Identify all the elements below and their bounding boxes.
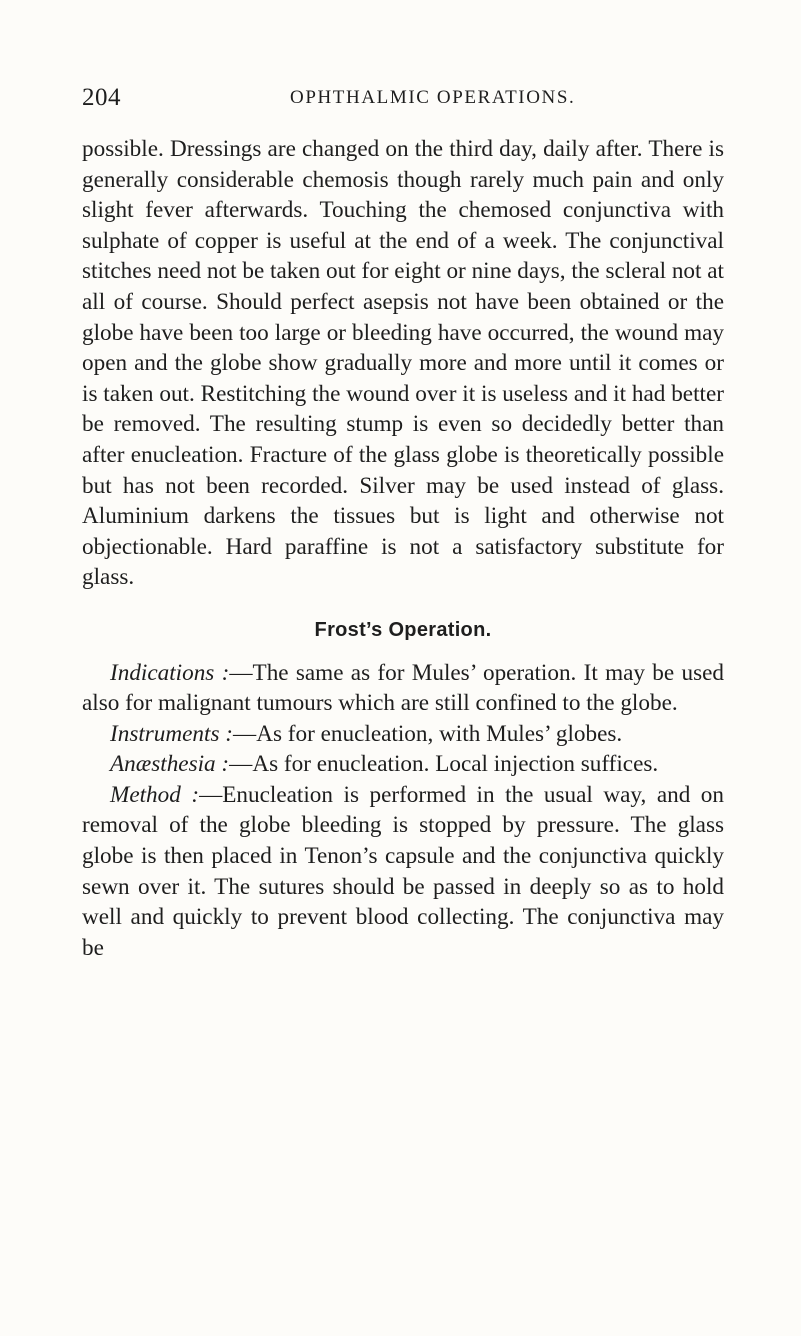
body-text xyxy=(82,134,724,963)
entry-method xyxy=(82,780,724,964)
entry-label: Indications : xyxy=(110,659,230,686)
page-number: 204 xyxy=(82,84,121,111)
continuation-paragraph: possible. Dressings are changed on the third day, daily after. There is generally considerable chemosis though rarely much pain and only slight fever afterwards. Touching the chemosed conjunctiva with sulphate of copper is useful at the end of a week. The conjunctival stitches need not be taken out for eight or nine days, the scleral not at all of course. Should perfect asepsis not have been obtained or the globe have been too large or bleeding have occurred, the wound may open and the globe show gradually more and more until it comes or is taken out. Restitching the wound over it is useless and it had better be removed. The resulting stump is even so decidedly better than after enucleation. Fracture of the glass globe is theoretically possible but has not been recorded. Silver may be used instead of glass. Aluminium darkens the tissues but is light and otherwise not objectionable. Hard paraffine is not a satisfactory substitute for glass. xyxy=(82,136,724,591)
entry-indications xyxy=(82,658,724,719)
entry-label: Method : xyxy=(110,781,200,808)
entry-text: —As for enucleation, with Mules’ globes. xyxy=(233,720,623,747)
entry-text: —The same as for Mules’ operation. It may be used also for malignant tumours which are still confined to the globe. xyxy=(82,659,724,717)
entry-anaesthesia xyxy=(82,749,724,780)
entry-text: —As for enucleation. Local injection suffices. xyxy=(229,751,659,778)
entry-text: —Enucleation is performed in the usual way, and on removal of the globe bleeding is stopped by pressure. The glass globe is then placed in Tenon’s capsule and the conjunctiva quickly sewn over it. The sutures should be passed in deeply so as to hold well and quickly to prevent blood collecting. The conjunctiva may be xyxy=(82,781,724,961)
entry-instruments xyxy=(82,719,724,750)
entry-label: Instruments : xyxy=(110,720,234,747)
entry-label: Anæsthesia : xyxy=(110,751,230,778)
running-head xyxy=(82,84,722,114)
section-heading: Frost’s Operation. xyxy=(314,618,492,641)
running-title: OPHTHALMIC OPERATIONS. xyxy=(290,87,576,108)
